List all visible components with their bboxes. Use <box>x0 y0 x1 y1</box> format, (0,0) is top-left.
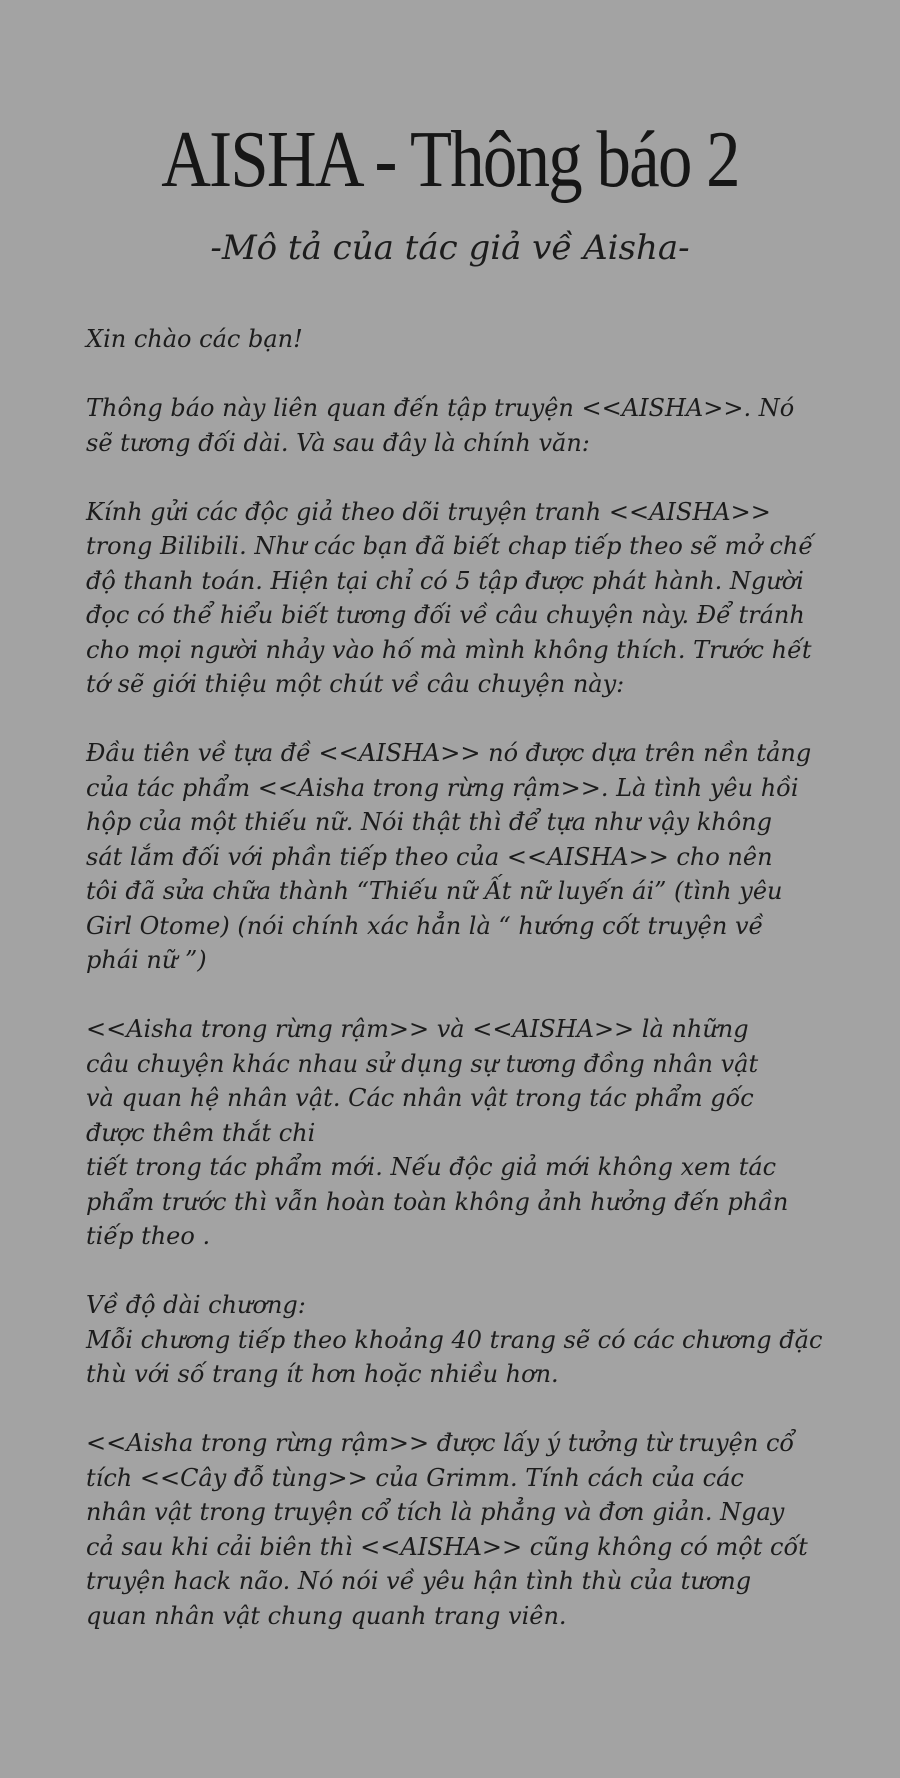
text-line: Thông báo này liên quan đến tập truyện <<AISHA>>. Nó <box>86 394 795 422</box>
text-line: Đầu tiên về tựa đề <<AISHA>> nó được dựa trên nền tảng <box>86 739 812 767</box>
text-line: câu chuyện khác nhau sử dụng sự tương đồng nhân vật <box>86 1049 759 1078</box>
text-line: Về độ dài chương: <box>86 1291 306 1319</box>
text-line: được thêm thắt chi <box>86 1118 316 1147</box>
text-line: sát lắm đối với phần tiếp theo của <<AISHA>> cho nên <box>86 842 773 871</box>
text-line: Kính gửi các độc giả theo dõi truyện tranh <<AISHA>> <box>86 497 771 526</box>
paragraph-greeting <box>86 322 826 357</box>
page-title: AISHA - Thông báo 2 <box>161 116 739 204</box>
paragraph-intro <box>86 391 826 460</box>
announcement-body <box>86 322 826 1668</box>
text-line: tôi đã sửa chữa thành “Thiếu nữ Ất nữ luyến ái” (tình yêu <box>86 877 783 905</box>
text-line: <<Aisha trong rừng rậm>> và <<AISHA>> là những <box>86 1015 749 1043</box>
text-line: nhân vật trong truyện cổ tích là phẳng và đơn giản. Ngay <box>86 1498 785 1526</box>
text-line: độ thanh toán. Hiện tại chỉ có 5 tập được phát hành. Người <box>86 566 804 595</box>
paragraph-inspiration <box>86 1426 826 1633</box>
text-line: tớ sẽ giới thiệu một chút về câu chuyện này: <box>86 670 625 698</box>
text-line: Mỗi chương tiếp theo khoảng 40 trang sẽ có các chương đặc <box>86 1325 823 1354</box>
text-line: <<Aisha trong rừng rậm>> được lấy ý tưởng từ truyện cổ <box>86 1429 795 1457</box>
text-line: tích <<Cây đỗ tùng>> của Grimm. Tính cách của các <box>86 1463 744 1492</box>
text-line: trong Bilibili. Như các bạn đã biết chap tiếp theo sẽ mở chế <box>86 532 814 560</box>
paragraph-relation <box>86 1012 826 1254</box>
text-line: quan nhân vật chung quanh trang viên. <box>86 1601 567 1630</box>
text-line: đọc có thể hiểu biết tương đối về câu chuyện này. Để tránh <box>86 601 805 629</box>
text-line: tiếp theo . <box>86 1222 211 1250</box>
text-line: tiết trong tác phẩm mới. Nếu độc giả mới không xem tác <box>86 1153 777 1181</box>
text-line: và quan hệ nhân vật. Các nhân vật trong tác phẩm gốc <box>86 1084 754 1112</box>
text-line: Girl Otome) (nói chính xác hẳn là “ hướng cốt truyện về <box>86 911 764 940</box>
text-line: Xin chào các bạn! <box>86 325 303 353</box>
text-line: cả sau khi cải biên thì <<AISHA>> cũng không có một cốt <box>86 1532 808 1561</box>
text-line: của tác phẩm <<Aisha trong rừng rậm>>. Là tình yêu hồi <box>86 773 799 802</box>
page-subtitle: -Mô tả của tác giả về Aisha- <box>210 228 690 268</box>
paragraph-title-origin <box>86 736 826 978</box>
text-line: sẽ tương đối dài. Và sau đây là chính văn: <box>86 428 590 457</box>
paragraph-letter <box>86 495 826 702</box>
text-line: thù với số trang ít hơn hoặc nhiều hơn. <box>86 1360 559 1388</box>
text-line: cho mọi người nhảy vào hố mà mình không thích. Trước hết <box>86 635 812 664</box>
text-line: truyện hack não. Nó nói về yêu hận tình thù của tương <box>86 1567 752 1595</box>
text-line: phái nữ ”) <box>86 946 207 974</box>
text-line: phẩm trước thì vẫn hoàn toàn không ảnh hưởng đến phần <box>86 1187 789 1216</box>
paragraph-chapter-length <box>86 1288 826 1392</box>
text-line: hộp của một thiếu nữ. Nói thật thì để tựa như vậy không <box>86 808 772 836</box>
